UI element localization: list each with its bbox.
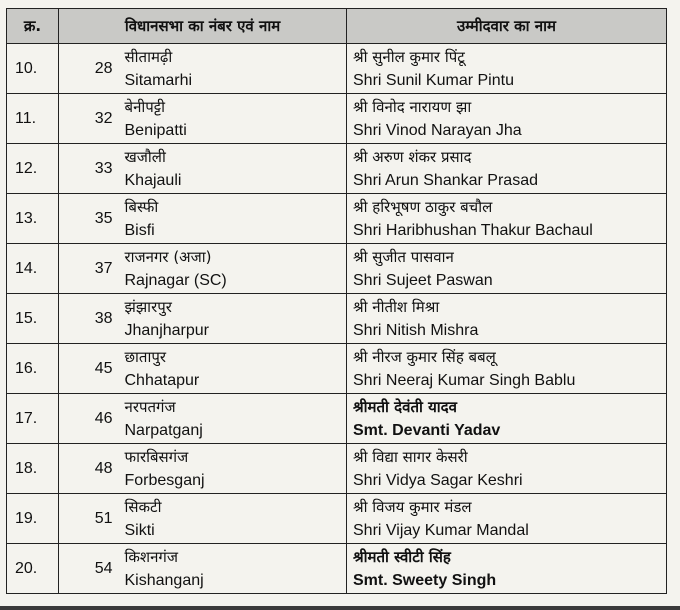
candidate-list-sheet <box>6 8 674 610</box>
candidate-name-hindi: श्रीमती देवंती यादव <box>353 397 457 416</box>
table-row <box>7 394 667 444</box>
header-candidate: उम्मीदवार का नाम <box>347 9 667 44</box>
bottom-edge-strip <box>0 606 680 610</box>
table-row <box>7 294 667 344</box>
constituency-name <box>119 494 347 544</box>
candidate-name <box>347 194 667 244</box>
serial-cell: 19. <box>7 494 59 544</box>
constituency-name-english: Jhanjharpur <box>124 321 209 339</box>
constituency-name <box>119 94 347 144</box>
candidate-name-english: Smt. Devanti Yadav <box>353 421 501 439</box>
candidate-name-english: Shri Vidya Sagar Keshri <box>353 471 523 489</box>
constituency-name <box>119 394 347 444</box>
constituency-number: 37 <box>59 244 119 294</box>
candidate-name <box>347 344 667 394</box>
table-row <box>7 444 667 494</box>
constituency-name-hindi: छातापुर <box>124 347 166 366</box>
constituency-name-hindi: फारबिसगंज <box>124 447 189 466</box>
constituency-name-hindi: राजनगर (अजा) <box>124 247 212 266</box>
candidate-name-hindi: श्री विनोद नारायण झा <box>353 97 472 116</box>
candidate-name <box>347 294 667 344</box>
table-row <box>7 44 667 94</box>
constituency-name-english: Forbesganj <box>124 471 205 489</box>
serial-cell: 12. <box>7 144 59 194</box>
constituency-name-hindi: बिस्फी <box>124 197 159 216</box>
candidate-name-english: Smt. Sweety Singh <box>353 571 497 589</box>
constituency-name-english: Khajauli <box>124 171 182 189</box>
serial-cell: 10. <box>7 44 59 94</box>
constituency-name-hindi: सिकटी <box>124 497 162 516</box>
constituency-name-english: Benipatti <box>124 121 187 139</box>
candidate-name-hindi: श्रीमती स्वीटी सिंह <box>353 547 451 566</box>
constituency-name-english: Sikti <box>124 521 155 539</box>
constituency-name-english: Sitamarhi <box>124 71 193 89</box>
candidate-name <box>347 44 667 94</box>
candidate-name <box>347 144 667 194</box>
constituency-name <box>119 194 347 244</box>
candidate-name <box>347 94 667 144</box>
table-row <box>7 144 667 194</box>
constituency-name-hindi: बेनीपट्टी <box>124 97 166 116</box>
candidate-table <box>6 8 667 594</box>
serial-cell: 13. <box>7 194 59 244</box>
constituency-name-hindi: खजौली <box>124 147 166 166</box>
serial-cell: 17. <box>7 394 59 444</box>
constituency-name <box>119 544 347 594</box>
constituency-name-hindi: नरपतगंज <box>124 397 176 416</box>
table-row <box>7 344 667 394</box>
table-row <box>7 194 667 244</box>
constituency-number: 48 <box>59 444 119 494</box>
candidate-name <box>347 244 667 294</box>
constituency-number: 46 <box>59 394 119 444</box>
constituency-name <box>119 444 347 494</box>
candidate-name-english: Shri Vinod Narayan Jha <box>353 121 522 139</box>
constituency-name-english: Kishanganj <box>124 571 204 589</box>
candidate-name <box>347 394 667 444</box>
constituency-name-hindi: किशनगंज <box>124 547 179 566</box>
constituency-number: 38 <box>59 294 119 344</box>
header-constituency: विधानसभा का नंबर एवं नाम <box>59 9 347 44</box>
constituency-name-english: Bisfi <box>124 221 155 239</box>
candidate-name-hindi: श्री विद्या सागर केसरी <box>353 447 468 466</box>
constituency-number: 35 <box>59 194 119 244</box>
serial-cell: 18. <box>7 444 59 494</box>
constituency-name <box>119 144 347 194</box>
candidate-name-english: Shri Nitish Mishra <box>353 321 479 339</box>
candidate-name <box>347 544 667 594</box>
candidate-name-hindi: श्री विजय कुमार मंडल <box>353 497 472 516</box>
serial-cell: 11. <box>7 94 59 144</box>
candidate-name-english: Shri Sujeet Paswan <box>353 271 493 289</box>
constituency-name-english: Narpatganj <box>124 421 203 439</box>
constituency-name-english: Rajnagar (SC) <box>124 271 227 289</box>
constituency-name-english: Chhatapur <box>124 371 200 389</box>
table-row <box>7 244 667 294</box>
serial-cell: 15. <box>7 294 59 344</box>
table-row <box>7 494 667 544</box>
candidate-name-hindi: श्री सुनील कुमार पिंटू <box>353 47 465 66</box>
table-row <box>7 94 667 144</box>
constituency-number: 45 <box>59 344 119 394</box>
constituency-name <box>119 44 347 94</box>
table-row <box>7 544 667 594</box>
header-serial: क्र. <box>7 9 59 44</box>
constituency-name <box>119 294 347 344</box>
candidate-name-english: Shri Neeraj Kumar Singh Bablu <box>353 371 576 389</box>
constituency-number: 32 <box>59 94 119 144</box>
constituency-name-hindi: झंझारपुर <box>124 297 172 316</box>
serial-cell: 20. <box>7 544 59 594</box>
candidate-name-hindi: श्री नीतीश मिश्रा <box>353 297 440 316</box>
constituency-name-hindi: सीतामढ़ी <box>124 47 173 66</box>
serial-cell: 16. <box>7 344 59 394</box>
constituency-number: 33 <box>59 144 119 194</box>
candidate-name-english: Shri Haribhushan Thakur Bachaul <box>353 221 593 239</box>
candidate-name-hindi: श्री अरुण शंकर प्रसाद <box>353 147 472 166</box>
constituency-name <box>119 244 347 294</box>
candidate-name <box>347 444 667 494</box>
serial-cell: 14. <box>7 244 59 294</box>
candidate-name-english: Shri Vijay Kumar Mandal <box>353 521 529 539</box>
constituency-number: 54 <box>59 544 119 594</box>
candidate-name <box>347 494 667 544</box>
constituency-number: 28 <box>59 44 119 94</box>
constituency-name <box>119 344 347 394</box>
candidate-name-english: Shri Sunil Kumar Pintu <box>353 71 514 89</box>
candidate-name-hindi: श्री सुजीत पासवान <box>353 247 454 266</box>
candidate-name-english: Shri Arun Shankar Prasad <box>353 171 538 189</box>
candidate-name-hindi: श्री हरिभूषण ठाकुर बचौल <box>353 197 493 216</box>
table-header-row <box>7 9 667 44</box>
constituency-number: 51 <box>59 494 119 544</box>
candidate-name-hindi: श्री नीरज कुमार सिंह बबलू <box>353 347 496 366</box>
